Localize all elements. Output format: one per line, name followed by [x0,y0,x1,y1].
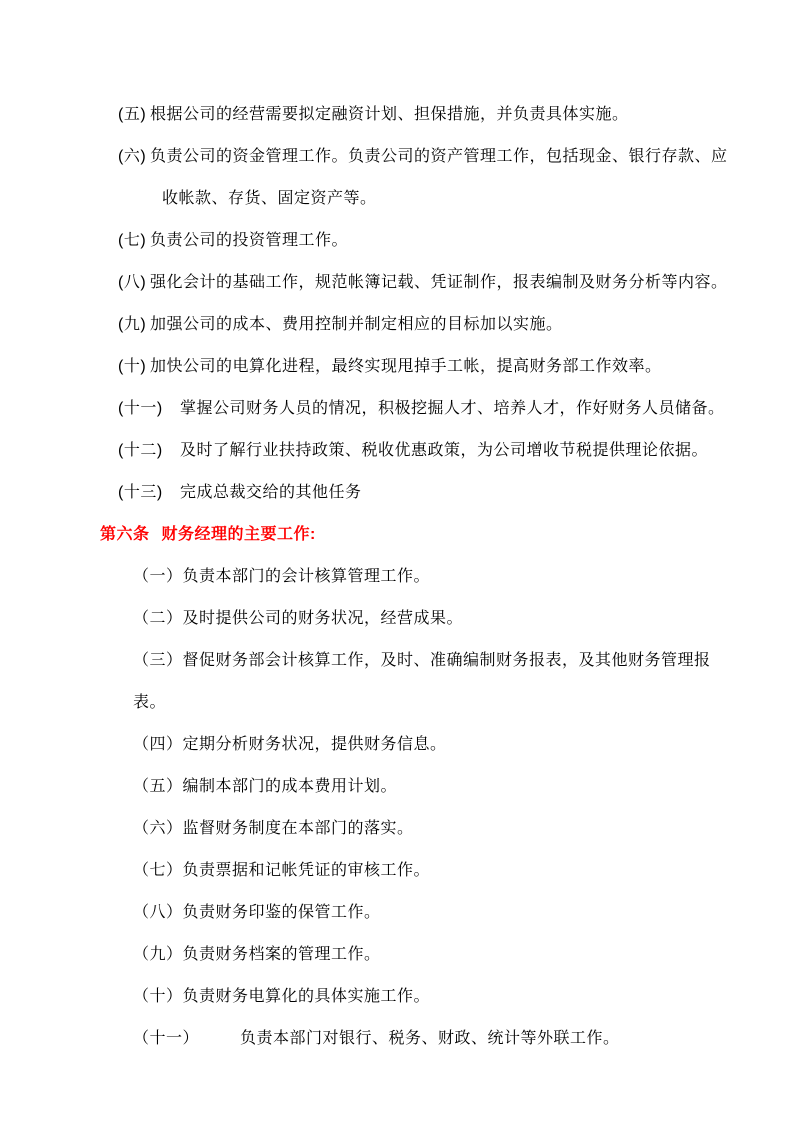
item-text: 强化会计的基础工作，规范帐簿记载、凭证制作，报表编制及财务分析等内容。 [150,274,728,291]
list-item [100,724,740,766]
item-number: （二） [133,610,183,627]
item-number: （十一） [133,1030,200,1047]
list-item [100,346,740,388]
item-number: (六) [118,148,147,165]
item-text: 负责公司的资金管理工作。负责公司的资产管理工作，包括现金、银行存款、应收帐款、存货、固定资产等。 [150,148,728,207]
item-text: 及时提供公司的财务状况，经营成果。 [182,610,464,627]
item-number: （十） [133,988,183,1005]
list-item [100,934,740,976]
item-text: 完成总裁交给的其他任务 [180,484,362,501]
item-number: (十) [118,358,147,375]
list-item [100,1018,740,1060]
list-item [100,388,740,430]
list-item [100,850,740,892]
item-number: （五） [133,778,183,795]
item-number: （九） [133,946,183,963]
list-item [100,556,740,598]
item-number: （六） [133,820,183,837]
section-label: 第六条 [100,526,150,543]
list-item [100,94,740,136]
item-text: 加强公司的成本、费用控制并制定相应的目标加以实施。 [150,316,563,333]
item-text: 督促财务部会计核算工作，及时、准确编制财务报表，及其他财务管理报表。 [133,652,711,711]
item-number: （四） [133,736,183,753]
item-text: 负责公司的投资管理工作。 [150,232,349,249]
item-number: （一） [133,568,183,585]
list-item [100,304,740,346]
item-number: (五) [118,106,147,123]
list-item [100,808,740,850]
list-item [100,472,740,514]
item-text: 定期分析财务状况，提供财务信息。 [182,736,447,753]
item-text: 根据公司的经营需要拟定融资计划、担保措施，并负责具体实施。 [150,106,629,123]
item-text: 负责本部门对银行、税务、财政、统计等外联工作。 [240,1030,620,1047]
item-number: (十一) [118,400,163,417]
list-item [100,976,740,1018]
list-item [100,430,740,472]
item-text: 加快公司的电算化进程，最终实现甩掉手工帐，提高财务部工作效率。 [150,358,662,375]
item-number: (九) [118,316,147,333]
section-heading [100,514,740,556]
item-number: （七） [133,862,183,879]
list-item [100,262,740,304]
item-number: (十三) [118,484,163,501]
item-number: (十二) [118,442,163,459]
item-text: 监督财务制度在本部门的落实。 [182,820,414,837]
item-text: 及时了解行业扶持政策、税收优惠政策，为公司增收节税提供理论依据。 [180,442,709,459]
item-text: 负责票据和记帐凭证的审核工作。 [182,862,431,879]
list-item [100,892,740,934]
list-item [100,598,740,640]
item-text: 掌握公司财务人员的情况，积极挖掘人才、培养人才，作好财务人员储备。 [180,400,725,417]
item-text: 负责财务电算化的具体实施工作。 [182,988,431,1005]
list-item [100,136,740,220]
section-title: 财务经理的主要工作: [161,526,316,543]
item-number: （八） [133,904,183,921]
item-text: 负责本部门的会计核算管理工作。 [182,568,431,585]
item-number: （三） [133,652,183,669]
list-item [100,220,740,262]
item-number: (八) [118,274,147,291]
item-text: 负责财务档案的管理工作。 [182,946,381,963]
item-text: 编制本部门的成本费用计划。 [182,778,398,795]
list-item [100,766,740,808]
list-item [100,640,740,724]
item-number: (七) [118,232,147,249]
item-text: 负责财务印鉴的保管工作。 [182,904,381,921]
